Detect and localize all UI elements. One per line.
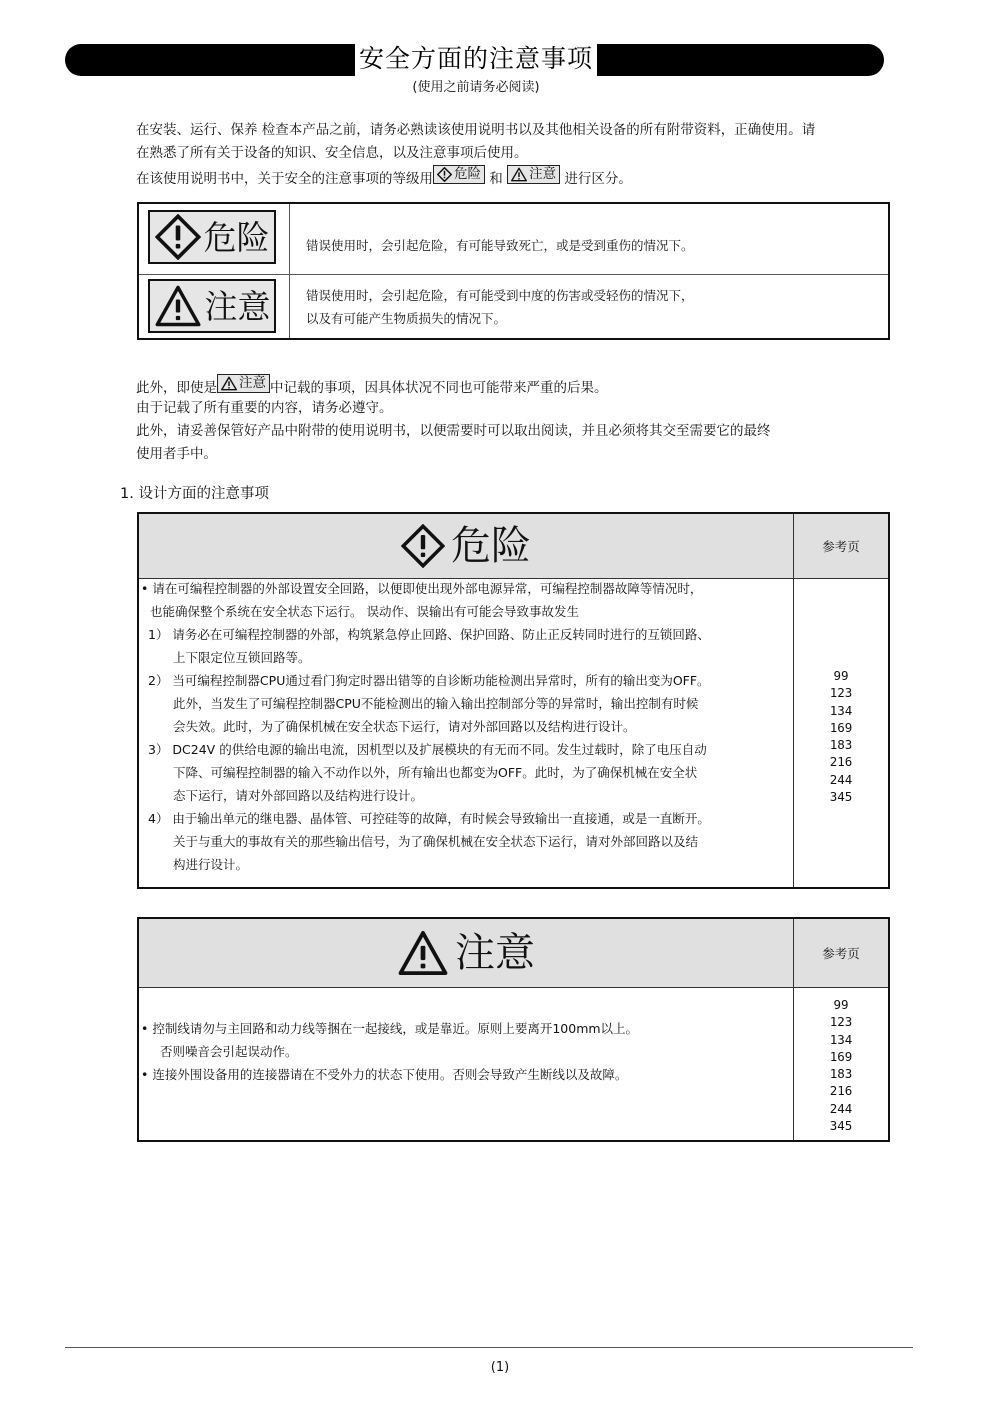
- danger-sign-word: 危险: [203, 217, 270, 257]
- caution-ref-header: 参考页: [822, 946, 860, 961]
- danger-table-title-word: 危险: [451, 523, 531, 569]
- caution-inline-text: 注意: [529, 166, 557, 182]
- title-banner-right-bar: [597, 44, 884, 76]
- legend-row-caution: [139, 274, 888, 338]
- caution-precautions-table: [137, 917, 890, 1142]
- danger-line-9: 下降、可编程控制器的输入不动作以外，所有输出也都变为OFF。此时，为了确保机械在安全状: [173, 765, 698, 780]
- intro-line-3-post: 进行区分。: [564, 171, 632, 187]
- caution-inline-label: [217, 374, 270, 393]
- caution-ref-page: 345: [829, 1118, 853, 1134]
- danger-description: 错误使用时，会引起危险，有可能导致死亡，或是受到重伤的情况下。: [306, 238, 694, 253]
- signal-word-legend-table: [137, 202, 890, 340]
- danger-ref-page: 216: [829, 754, 853, 770]
- notes-line-3: 此外，请妥善保管好产品中附带的使用说明书，以便需要时可以取出阅读，并且必须将其交至需要它的最终: [136, 423, 771, 439]
- danger-line-6: 此外，当发生了可编程控制器CPU不能检测出的输入输出控制部分等的异常时，输出控制有时候: [173, 696, 699, 711]
- danger-line-10: 态下运行，请对外部回路以及结构进行设计。: [173, 788, 424, 803]
- danger-ref-page: 169: [829, 719, 853, 735]
- caution-table-title: [139, 919, 793, 987]
- danger-line-8: 3） DC24V 的供给电源的输出电流，因机型以及扩展模块的有无而不同。发生过载时，除了电压自动: [148, 742, 707, 757]
- danger-diamond-icon: [155, 214, 201, 260]
- caution-triangle-icon: [154, 284, 202, 328]
- caution-triangle-icon: [397, 929, 449, 977]
- danger-inline-label: [433, 165, 485, 184]
- danger-diamond-icon: [437, 167, 452, 182]
- caution-table-title-word: 注意: [455, 930, 535, 976]
- caution-ref-page: 99: [833, 997, 849, 1012]
- danger-line-5: 2） 当可编程控制器CPU通过看门狗定时器出错等的自诊断功能检测出异常时，所有的输出变为OFF。: [148, 673, 710, 688]
- caution-description-2: 以及有可能产生物质损失的情况下。: [306, 311, 507, 326]
- intro-line-2: 在熟悉了所有关于设备的知识、安全信息，以及注意事项后使用。: [136, 145, 528, 161]
- caution-ref-page: 216: [829, 1083, 853, 1099]
- caution-description-1: 错误使用时，会引起危险，有可能受到中度的伤害或受轻伤的情况下，: [306, 288, 694, 303]
- caution-sign: [148, 279, 276, 333]
- danger-line-11: 4） 由于输出单元的继电器、晶体管、可控硅等的故障，有时候会导致输出一直接通，或是一直断开。: [148, 811, 710, 826]
- danger-ref-page: 134: [829, 702, 853, 718]
- page-title: 安全方面的注意事项: [358, 44, 593, 73]
- notes-line-4: 使用者手中。: [136, 446, 217, 462]
- danger-ref-page: 244: [829, 771, 853, 787]
- legend-divider: [289, 204, 290, 338]
- caution-reference-pages: [794, 996, 888, 1134]
- caution-ref-page: 123: [829, 1014, 853, 1030]
- danger-ref-header: 参考页: [822, 539, 860, 554]
- caution-triangle-icon: [511, 167, 527, 182]
- danger-sign: [148, 210, 276, 264]
- danger-reference-pages: [794, 667, 888, 805]
- caution-ref-page: 169: [829, 1048, 853, 1064]
- intro-line-1: 在安装、运行、保养 检查本产品之前，请务必熟读该使用说明书以及其他相关设备的所有附带资料，正确使用。请: [136, 122, 816, 138]
- caution-ref-page: 244: [829, 1100, 853, 1116]
- caution-ref-page: 134: [829, 1031, 853, 1047]
- danger-line-13: 构进行设计。: [173, 857, 249, 872]
- danger-precautions-table: [137, 512, 890, 889]
- danger-line-2: 也能确保整个系统在安全状态下运行。 误动作、误输出有可能会导致事故发生: [150, 604, 579, 619]
- caution-line-2: 否则噪音会引起误动作。: [160, 1044, 298, 1059]
- danger-ref-page: 345: [829, 789, 853, 805]
- danger-line-7: 会失效。此时，为了确保机械在安全状态下运行，请对外部回路以及结构进行设计。: [173, 719, 636, 734]
- danger-ref-page: 99: [833, 668, 849, 683]
- caution-ref-page: 183: [829, 1066, 853, 1082]
- intro-line-3: [136, 165, 632, 191]
- danger-line-3: 1） 请务必在可编程控制器的外部，构筑紧急停止回路、保护回路、防止正反转同时进行的互锁回路、: [148, 627, 710, 642]
- notes-line-1-post: 中记载的事项，因具体状况不同也可能带来严重的后果。: [270, 380, 608, 396]
- footer-rule: [65, 1347, 913, 1348]
- caution-inline-text: 注意: [239, 375, 266, 391]
- section-heading-design: 1. 设计方面的注意事项: [120, 486, 269, 502]
- page-subtitle: (使用之前请务必阅读): [412, 80, 540, 95]
- intro-line-3-mid: 和: [489, 171, 503, 187]
- danger-table-title: [139, 514, 793, 578]
- caution-table-header: [139, 919, 888, 988]
- danger-ref-page: 123: [829, 685, 853, 701]
- caution-inline-label: [507, 165, 560, 184]
- danger-line-4: 上下限定位互锁回路等。: [173, 650, 311, 665]
- danger-table-header: [139, 514, 888, 579]
- notes-line-1-pre: 此外，即使是: [136, 380, 217, 396]
- danger-diamond-icon: [401, 524, 445, 568]
- danger-line-12: 关于与重大的事故有关的那些输出信号，为了确保机械在安全状态下运行，请对外部回路以及结: [173, 834, 699, 849]
- notes-line-2: 由于记载了所有重要的内容，请务必遵守。: [136, 400, 393, 416]
- danger-ref-page: 183: [829, 737, 853, 753]
- danger-line-1: • 请在可编程控制器的外部设置安全回路，以便即使出现外部电源异常，可编程控制器故障等情况时，: [141, 581, 703, 596]
- intro-line-3-pre: 在该使用说明书中，关于安全的注意事项的等级用: [136, 171, 433, 187]
- legend-row-danger: [139, 204, 888, 275]
- caution-line-1: • 控制线请勿与主回路和动力线等捆在一起接线，或是靠近。原则上要离开100mm以上。: [141, 1021, 639, 1036]
- title-banner-left-bar: [65, 44, 355, 76]
- caution-line-3: • 连接外围设备用的连接器请在不受外力的状态下使用。否则会导致产生断线以及故障。: [141, 1067, 628, 1082]
- caution-sign-word: 注意: [204, 286, 271, 326]
- danger-inline-text: 危险: [454, 166, 481, 182]
- page-number: (1): [490, 1360, 510, 1375]
- caution-triangle-icon: [221, 376, 237, 391]
